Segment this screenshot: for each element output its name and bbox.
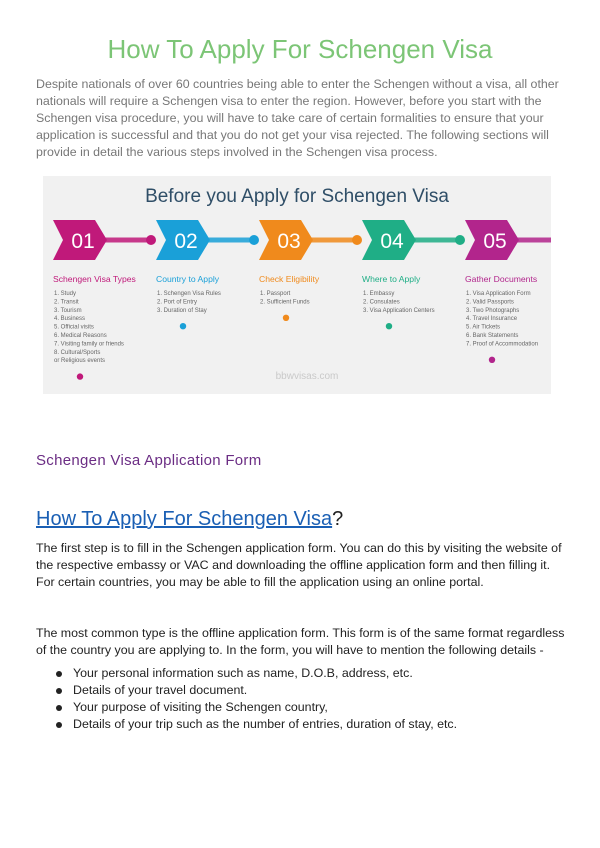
watermark: bbwvisas.com bbox=[275, 371, 339, 382]
bullet-icon bbox=[56, 688, 62, 694]
second-paragraph: The most common type is the offline application form. This form is of the same format regardless of the country you are applying to. In the form, you will have to mention the following details - bbox=[36, 626, 565, 657]
step-item: 1. Visa Application Form bbox=[466, 291, 531, 297]
step-number: 02 bbox=[174, 230, 198, 253]
details-list bbox=[36, 665, 568, 733]
list-item-text: Details of your trip such as the number of entries, duration of stay, etc. bbox=[73, 717, 458, 731]
infographic-title: Before you Apply for Schengen Visa bbox=[145, 186, 449, 207]
list-item-text: Your personal information such as name, D.O.B, address, etc. bbox=[73, 666, 413, 680]
step-number: 05 bbox=[483, 230, 507, 253]
step-heading: Gather Documents bbox=[465, 274, 538, 284]
bullet-icon bbox=[56, 722, 62, 728]
step-item: 3. Visa Application Centers bbox=[363, 307, 435, 314]
step-item: 6. Medical Reasons bbox=[54, 333, 107, 339]
step-item: 3. Duration of Stay bbox=[157, 307, 207, 314]
step-connector-dot bbox=[249, 235, 259, 245]
list-item bbox=[36, 682, 568, 699]
infographic-canvas bbox=[43, 176, 551, 394]
step-heading: Where to Apply bbox=[362, 274, 421, 284]
section-heading-link[interactable]: How To Apply For Schengen Visa bbox=[36, 508, 333, 530]
list-item bbox=[36, 716, 568, 733]
list-item bbox=[36, 665, 568, 682]
step-item: 7. Proof of Accommodation bbox=[466, 341, 539, 348]
step-item: 4. Business bbox=[54, 316, 86, 323]
step-marker-dot bbox=[386, 323, 392, 329]
step-item: 6. Bank Statements bbox=[466, 333, 519, 339]
step-item: 8. Cultural/Sports bbox=[54, 349, 101, 356]
step-item: 3. Two Photographs bbox=[466, 307, 520, 314]
first-paragraph: The first step is to fill in the Schengen application form. You can do this by visiting the website of the respective embassy or VAC and downloading the offline application form and then filling it. For certain countries, you may be able to fill the application using an online portal. bbox=[36, 541, 562, 589]
list-item-text: Your purpose of visiting the Schengen country, bbox=[73, 700, 328, 714]
bullet-icon bbox=[56, 705, 62, 711]
step-heading: Check Eligibility bbox=[259, 274, 320, 284]
step-item: 2. Valid Passports bbox=[466, 299, 514, 306]
step-item: 7. Visiting family or friends bbox=[54, 341, 124, 348]
step-item: 5. Official visits bbox=[54, 324, 94, 331]
step-heading: Country to Apply bbox=[156, 274, 220, 284]
step-marker-dot bbox=[77, 373, 83, 379]
bullet-icon bbox=[56, 671, 62, 677]
step-item: or Religious events bbox=[54, 358, 106, 365]
step-heading: Schengen Visa Types bbox=[53, 274, 136, 284]
step-item: 3. Tourism bbox=[54, 307, 82, 314]
step-item: 2. Sufficient Funds bbox=[260, 299, 310, 306]
page-title: How To Apply For Schengen Visa bbox=[107, 34, 493, 64]
step-number: 01 bbox=[71, 230, 95, 253]
step-item: 2. Consulates bbox=[363, 299, 400, 306]
step-marker-dot bbox=[180, 323, 186, 329]
step-number: 03 bbox=[277, 230, 301, 253]
step-marker-dot bbox=[283, 315, 289, 321]
step-connector-dot bbox=[455, 235, 465, 245]
step-connector-dot bbox=[146, 235, 156, 245]
section-heading bbox=[36, 508, 343, 531]
list-item bbox=[36, 699, 568, 716]
step-marker-dot bbox=[489, 357, 495, 363]
infographic bbox=[43, 176, 551, 394]
step-item: 1. Study bbox=[54, 291, 77, 297]
step-item: 2. Transit bbox=[54, 299, 79, 306]
step-item: 4. Travel Insurance bbox=[466, 316, 518, 323]
intro-paragraph: Despite nationals of over 60 countries being able to enter the Schengen without a visa, all other nationals will require a Schengen visa to enter the region. However, before you start with the Schengen visa procedure, you will have to take care of certain formalities to ensure that your application is successful and that you do not get your visa rejected. The following sections will provide in detail the various steps involved in the Schengen visa process. bbox=[36, 77, 559, 159]
section-heading-suffix: ? bbox=[332, 508, 344, 530]
section-subheading: Schengen Visa Application Form bbox=[36, 452, 262, 469]
step-number: 04 bbox=[380, 230, 404, 253]
step-item: 1. Schengen Visa Rules bbox=[157, 291, 221, 297]
list-item-text: Details of your travel document. bbox=[73, 683, 248, 697]
step-item: 2. Port of Entry bbox=[157, 299, 198, 306]
step-connector-dot bbox=[352, 235, 362, 245]
step-item: 1. Passport bbox=[260, 291, 291, 297]
step-item: 5. Air Tickets bbox=[466, 324, 501, 331]
step-item: 1. Embassy bbox=[363, 291, 395, 297]
